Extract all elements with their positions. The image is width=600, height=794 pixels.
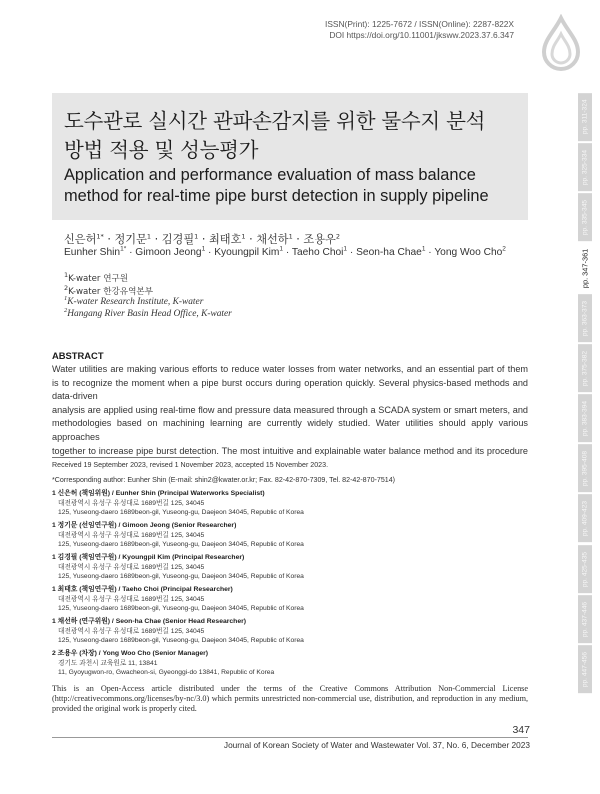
author-name [214, 247, 283, 258]
author-sup: 1* [96, 232, 104, 241]
author-sup: 2 [502, 245, 506, 253]
author-separator: · [151, 233, 162, 246]
author-name-text: Taeho Choi [291, 247, 344, 258]
footnote-divider [52, 457, 200, 458]
author-name [114, 233, 151, 246]
author-name-text: 최태호 [208, 233, 242, 246]
author-name-text: Seon-ha Chae [356, 247, 422, 258]
side-tab-409-423[interactable]: pp. 409-423 [578, 494, 592, 542]
author-sup: 1 [279, 245, 283, 253]
abstract-line: methodologies based on machining learning are currently widely studied. Water utilities should apply various approaches [52, 418, 528, 442]
side-tab-447-456[interactable]: pp. 447-456 [578, 645, 592, 693]
author-address-en: 125, Yuseong-daero 1689beon-gil, Yuseong-gu, Daejeon 34045, Republic of Korea [58, 541, 304, 549]
journal-logo-icon [532, 14, 590, 76]
license-notice: This is an Open-Access article distributed under the terms of the Creative Commons Attribution Non-Commercial License (http://creativecommons.org/licenses/by-nc/3.0) which permits unrestricted non-commercial use, distribution, and reproduction in any medium, provided the original work is properly cited. [52, 684, 528, 713]
author-name [135, 247, 205, 258]
title-english [64, 165, 489, 207]
author-address-ko: 대전광역시 유성구 유성대로 1689번길 125, 34045 [58, 563, 205, 571]
issn-header [325, 19, 514, 41]
authors-english [64, 247, 506, 258]
author-detail [52, 521, 304, 550]
author-name-text: Gimoon Jeong [135, 247, 202, 258]
author-separator: · [283, 247, 292, 258]
author-sup: 1 [421, 245, 426, 253]
side-tab-311-324[interactable]: pp. 311-324 [578, 93, 592, 141]
author-sup: 1 [194, 232, 199, 241]
author-separator: · [245, 233, 257, 246]
authors-korean [64, 231, 340, 247]
author-name-text: 신은허 [64, 233, 97, 246]
author-detail-head: 1 김경필 (책임연구원) / Kyoungpil Kim (Principal Researcher) [52, 554, 245, 561]
side-tab-375-382[interactable]: pp. 375-382 [578, 344, 592, 392]
author-name-text: Eunher Shin [64, 247, 121, 258]
author-address-en: 125, Yuseong-daero 1689beon-gil, Yuseong-gu, Daejeon 34045, Republic of Korea [58, 573, 304, 581]
title-korean [64, 107, 485, 165]
title-korean-line-1: 도수관로 실시간 관파손감지를 위한 물수지 분석 [64, 109, 486, 133]
abstract-heading: ABSTRACT [52, 350, 104, 361]
aff-sup: 2 [64, 284, 69, 293]
author-sup: 1 [343, 245, 348, 253]
aff-text: Hangang River Basin Head Office, K-water [67, 309, 232, 319]
author-name [356, 247, 425, 258]
author-name [303, 233, 340, 246]
aff-sup: 1 [64, 294, 68, 302]
received-dates: Received 19 September 2023, revised 1 November 2023, accepted 15 November 2023. [52, 461, 329, 469]
author-sup: 1 [241, 232, 246, 241]
author-detail [52, 649, 274, 678]
author-detail [52, 489, 304, 518]
author-detail-head: 1 신은허 (책임위원) / Eunher Shin (Principal Waterworks Specialist) [52, 490, 265, 497]
title-english-line-2: method for real-time pipe burst detection in supply pipeline [64, 187, 489, 205]
author-name [209, 233, 246, 246]
aff-sup: 2 [64, 306, 68, 314]
author-separator: · [103, 233, 115, 246]
author-address-en: 11, Gyoyugwon-ro, Gwacheon-si, Gyeonggi-do 13841, Republic of Korea [58, 669, 275, 677]
author-name-text: 김경필 [161, 233, 195, 246]
author-separator: · [347, 247, 357, 258]
affiliation-ko-1 [64, 272, 128, 284]
author-sup: 1* [120, 245, 127, 253]
author-detail [52, 553, 304, 582]
author-name-text: 채선하 [256, 233, 289, 246]
author-separator: · [425, 247, 435, 258]
author-detail-head: 1 최태호 (책임연구원) / Taeho Choi (Principal Researcher) [52, 586, 233, 593]
aff-text: K-water Research Institute, K-water [67, 297, 204, 307]
side-tab-437-446[interactable]: pp. 437-446 [578, 595, 592, 643]
side-tab-425-435[interactable]: pp. 425-435 [578, 545, 592, 593]
side-tab-347-361[interactable]: pp. 347-361 [578, 244, 592, 292]
author-address-ko: 대전광역시 유성구 유성대로 1689번길 125, 34045 [58, 531, 205, 539]
abstract-line: together to increase pipe burst detection. The most intuitive and explainable water balance method and its procedure [52, 445, 528, 456]
affiliation-ko-2 [64, 285, 153, 297]
abstract-line: is to recognize the moment when a pipe burst occurs during operation quickly. Several physics-based methods and data-driven [52, 377, 528, 402]
author-sup: 2 [335, 232, 340, 241]
author-name [292, 247, 347, 258]
author-separator: · [126, 247, 136, 258]
author-detail-head: 1 채선하 (연구위원) / Seon-ha Chae (Senior Head Researcher) [52, 618, 247, 625]
title-korean-line-2: 방법 적용 및 성능평가 [64, 138, 259, 162]
corresponding-author: *Corresponding author: Eunher Shin (E-mail: shin2@kwater.or.kr; Fax. 82-42-870-7309, Tel. 82-42-870-7514) [52, 476, 396, 484]
side-tab-395-408[interactable]: pp. 395-408 [578, 444, 592, 492]
author-name [162, 233, 199, 246]
side-tab-383-394[interactable]: pp. 383-394 [578, 394, 592, 442]
aff-text: K-water 연구원 [68, 274, 129, 284]
aff-text: K-water 한강유역본부 [68, 287, 154, 297]
author-address-en: 125, Yuseong-daero 1689beon-gil, Yuseong-gu, Daejeon 34045, Republic of Korea [58, 509, 304, 517]
side-tab-strip [578, 93, 592, 693]
affiliation-en-2 [64, 306, 232, 319]
abstract-line: analysis are applied using real-time flow and pressure data measured through a SCADA system or smart meters, and [52, 404, 528, 415]
author-separator: · [205, 247, 215, 258]
author-separator: · [292, 233, 304, 246]
author-detail-head: 1 정기문 (선임연구원) / Gimoon Jeong (Senior Researcher) [52, 522, 237, 529]
author-address-en: 125, Yuseong-daero 1689beon-gil, Yuseong-gu, Daejeon 34045, Republic of Korea [58, 637, 304, 645]
author-name [64, 247, 126, 258]
author-name [434, 247, 506, 258]
author-name [256, 233, 293, 246]
affiliation-en-1 [64, 294, 204, 307]
author-detail [52, 585, 304, 614]
author-separator: · [198, 233, 209, 246]
side-tab-325-334[interactable]: pp. 325-334 [578, 143, 592, 191]
title-english-line-1: Application and performance evaluation of mass balance [64, 166, 476, 184]
aff-sup: 1 [64, 271, 69, 280]
doi-text: DOI https://doi.org/10.11001/jksww.2023.37.6.347 [329, 30, 514, 40]
footer-divider [52, 737, 528, 738]
author-address-ko: 대전광역시 유성구 유성대로 1689번길 125, 34045 [58, 499, 205, 507]
author-name [64, 233, 104, 246]
author-address-ko: 경기도 과천시 교육원로 11, 13841 [58, 659, 158, 667]
author-detail [52, 617, 304, 646]
journal-footer: Journal of Korean Society of Water and Wastewater Vol. 37, No. 6, December 2023 [223, 740, 530, 750]
author-sup: 1 [288, 232, 293, 241]
author-name-text: Kyoungpil Kim [214, 247, 280, 258]
author-address-ko: 대전광역시 유성구 유성대로 1689번길 125, 34045 [58, 595, 205, 603]
title-box [52, 93, 528, 220]
author-name-text: Yong Woo Cho [434, 247, 503, 258]
page-number: 347 [512, 724, 530, 736]
author-address-ko: 대전광역시 유성구 유성대로 1689번길 125, 34045 [58, 627, 205, 635]
author-name-text: 정기문 [114, 233, 147, 246]
issn-text: ISSN(Print): 1225-7672 / ISSN(Online): 2287-822X [325, 19, 514, 29]
abstract-line: Water utilities are making various efforts to reduce water losses from water networks, and an essential part of them [52, 364, 528, 374]
author-sup: 1 [201, 245, 206, 253]
author-name-text: 조용우 [303, 233, 336, 246]
side-tab-335-345[interactable]: pp. 335-345 [578, 193, 592, 241]
author-address-en: 125, Yuseong-daero 1689beon-gil, Yuseong-gu, Daejeon 34045, Republic of Korea [58, 605, 304, 613]
author-sup: 1 [146, 232, 152, 241]
side-tab-363-373[interactable]: pp. 363-373 [578, 294, 592, 342]
abstract-body [52, 363, 528, 458]
author-detail-head: 2 조용우 (차장) / Yong Woo Cho (Senior Manager) [52, 650, 209, 657]
